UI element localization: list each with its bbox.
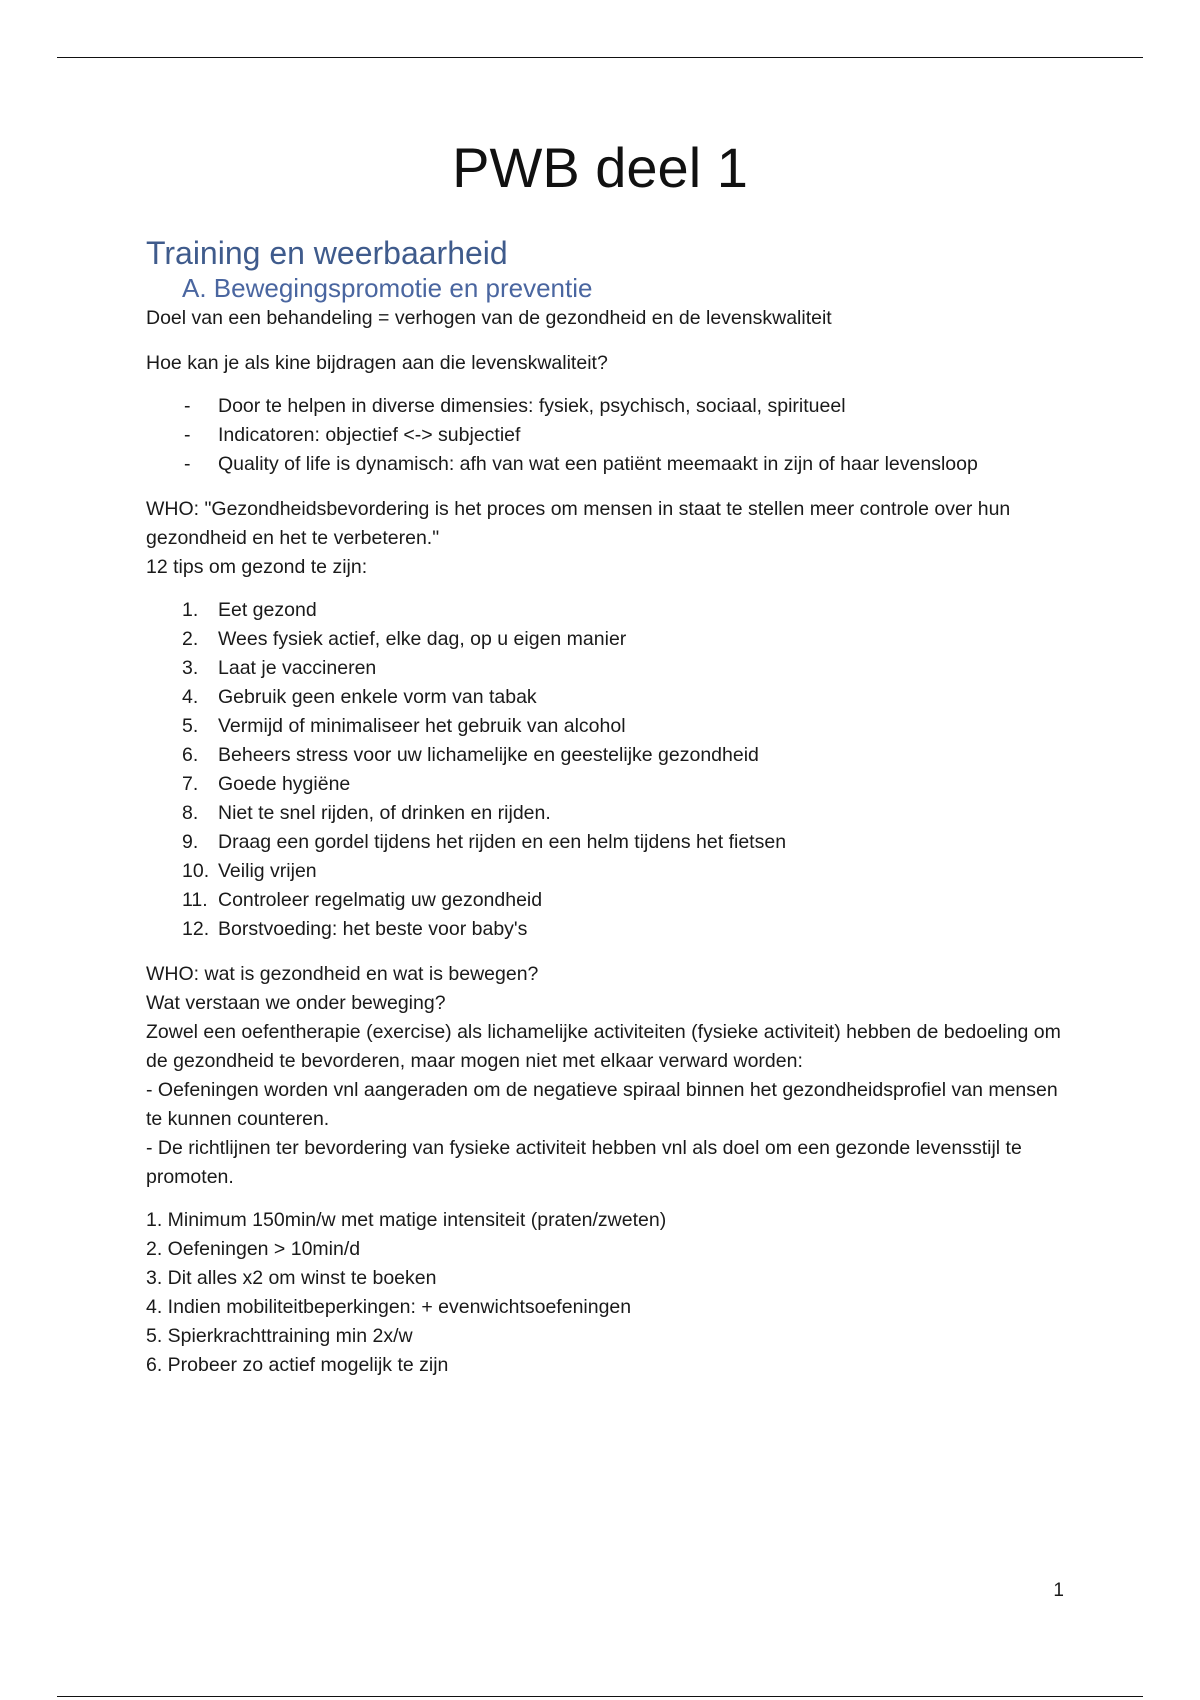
- paragraph-richtlijnen: - De richtlijnen ter bevordering van fysieke activiteit hebben vnl als doel om een gezonde levensstijl te promoten.: [146, 1137, 1022, 1188]
- list-item: 2. Wees fysiek actief, elke dag, op u eigen manier: [182, 628, 627, 650]
- top-rule: [57, 57, 1143, 58]
- paragraph-hoe: Hoe kan je als kine bijdragen aan die levenskwaliteit?: [146, 352, 608, 374]
- list-item: 12. Borstvoeding: het beste voor baby's: [182, 918, 528, 940]
- paragraph-oefeningen: - Oefeningen worden vnl aangeraden om de negatieve spiraal binnen het gezondheidsprofiel van mensen te kunnen counteren.: [146, 1079, 1058, 1130]
- list-item: 5. Spierkrachttraining min 2x/w: [146, 1325, 413, 1347]
- page-number: 1: [1053, 1580, 1064, 1601]
- section-heading: Training en weerbaarheid: [146, 235, 508, 271]
- tips-list: [146, 596, 1076, 944]
- paragraph-doel: Doel van een behandeling = verhogen van de gezondheid en de levenskwaliteit: [146, 307, 832, 329]
- paragraph-zowel: Zowel een oefentherapie (exercise) als lichamelijke activiteiten (fysieke activiteit) hebben de bedoeling om de gezondheid te bevorderen, maar mogen niet met elkaar verward worden:: [146, 1021, 1061, 1072]
- list-item: 10. Veilig vrijen: [182, 860, 317, 882]
- list-item: 4. Gebruik geen enkele vorm van tabak: [182, 686, 537, 708]
- subsection-heading: A. Bewegingspromotie en preventie: [182, 273, 593, 303]
- document-body: [146, 234, 1076, 1380]
- list-item: - Indicatoren: objectief <-> subjectief: [146, 421, 1076, 450]
- list-item: 2. Oefeningen > 10min/d: [146, 1238, 361, 1260]
- list-item: 4. Indien mobiliteitbeperkingen: + evenwichtsoefeningen: [146, 1296, 632, 1318]
- list-item: 8. Niet te snel rijden, of drinken en rijden.: [182, 802, 551, 824]
- paragraph-wat-verstaan: Wat verstaan we onder beweging?: [146, 992, 446, 1014]
- dimensions-list: [146, 392, 1076, 479]
- list-item: 1. Minimum 150min/w met matige intensiteit (praten/zweten): [146, 1209, 667, 1231]
- paragraph-who-beweging: WHO: wat is gezondheid en wat is bewegen?: [146, 963, 539, 985]
- dash-bullet: -: [184, 395, 191, 417]
- paragraph-who-quote: WHO: "Gezondheidsbevordering is het proces om mensen in staat te stellen meer controle over hun gezondheid en het te verbeteren.": [146, 498, 1011, 549]
- list-item: 3. Laat je vaccineren: [182, 657, 377, 679]
- list-item: 9. Draag een gordel tijdens het rijden en een helm tijdens het fietsen: [182, 831, 787, 853]
- guidelines-list: [146, 1206, 1076, 1380]
- list-item: 11. Controleer regelmatig uw gezondheid: [182, 889, 543, 911]
- list-item: - Door te helpen in diverse dimensies: fysiek, psychisch, sociaal, spiritueel: [146, 392, 1076, 421]
- list-item: - Quality of life is dynamisch: afh van wat een patiënt meemaakt in zijn of haar levensloop: [146, 450, 1076, 479]
- list-item: 3. Dit alles x2 om winst te boeken: [146, 1267, 437, 1289]
- list-item: 7. Goede hygiëne: [182, 773, 351, 795]
- dash-bullet: -: [184, 453, 191, 475]
- list-item: 6. Beheers stress voor uw lichamelijke en geestelijke gezondheid: [182, 744, 759, 766]
- list-item: 1. Eet gezond: [182, 599, 317, 621]
- paragraph-tips-intro: 12 tips om gezond te zijn:: [146, 556, 368, 578]
- page-title: PWB deel 1: [452, 136, 748, 199]
- list-item: 6. Probeer zo actief mogelijk te zijn: [146, 1354, 449, 1376]
- bottom-rule: [57, 1696, 1143, 1697]
- dash-bullet: -: [184, 424, 191, 446]
- list-item: 5. Vermijd of minimaliseer het gebruik van alcohol: [182, 715, 626, 737]
